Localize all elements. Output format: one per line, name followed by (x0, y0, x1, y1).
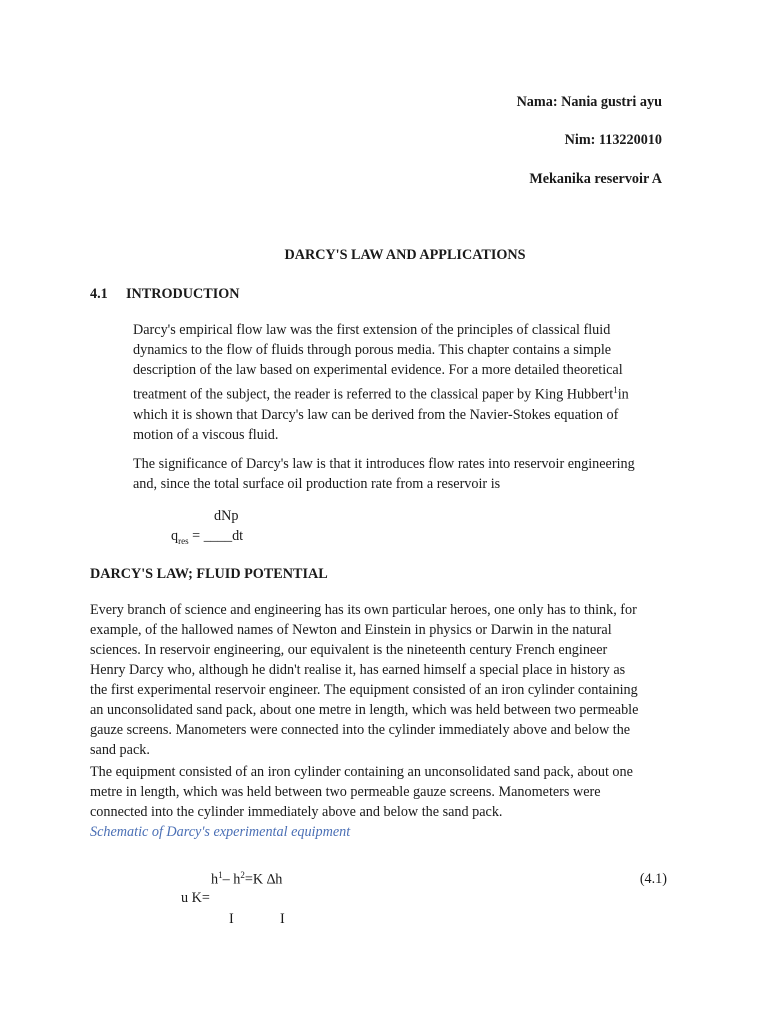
eq-minus-h: – h (222, 871, 241, 888)
formula-subscript: res (178, 535, 189, 546)
text-line: example, of the hallowed names of Newton and Einstein in physics or Darwin in the natural (90, 622, 612, 638)
equation-number: (4.1) (639, 871, 667, 887)
text-line: The equipment consisted of an iron cylinder containing an unconsolidated sand pack, about one (90, 764, 633, 780)
intro-paragraph-1 (133, 320, 693, 445)
student-name: Nama: Nania gustri ayu (516, 94, 662, 110)
student-nim: Nim: 113220010 (564, 132, 662, 148)
eq-rhs: =K ∆h (244, 871, 283, 888)
text-line: motion of a viscous fluid. (133, 426, 279, 443)
text-line: Darcy's empirical flow law was the first extension of the principles of classical fluid (133, 322, 611, 338)
formula-equals: = (188, 528, 204, 544)
text-line-part: treatment of the subject, the reader is referred to the classical paper by King Hubbert (133, 386, 614, 403)
figure-caption: Schematic of Darcy's experimental equipment (90, 824, 351, 840)
eq-u-k: u K= (181, 890, 210, 906)
text-line: sciences. In reservoir engineering, our equivalent is the nineteenth century French engineer (90, 642, 608, 658)
darcy-paragraph-1 (90, 600, 710, 760)
text-line: and, since the total surface oil production rate from a reservoir is (133, 476, 501, 492)
darcy-equation (211, 870, 282, 889)
text-line: metre in length, which was held between two permeable gauze screens. Manometers were (90, 784, 601, 800)
eq-sup-2: 2 (240, 870, 245, 880)
text-line-tail: in (617, 386, 629, 403)
text-line: dynamics to the flow of fluids through porous media. This chapter contains a simple (133, 342, 612, 358)
text-line: The significance of Darcy's law is that it introduces flow rates into reservoir engineering (133, 456, 635, 472)
intro-paragraph-2 (133, 454, 693, 494)
text-line: Every branch of science and engineering has its own particular heroes, one only has to think, for (90, 602, 637, 618)
formula-blank: ____ (203, 528, 233, 544)
text-line: gauze screens. Manometers were connected into the cylinder immediately above and below the (90, 722, 631, 738)
text-line: description of the law based on experimental evidence. For a more detailed theoretical (133, 362, 623, 378)
footnote-mark: 1 (613, 385, 618, 395)
section-heading-introduction: INTRODUCTION (126, 286, 240, 302)
formula-numerator: dNp (214, 508, 239, 524)
section-number: 4.1 (90, 286, 108, 302)
course-name: Mekanika reservoir A (529, 171, 662, 187)
eq-sup-1: 1 (218, 870, 223, 880)
text-line (133, 380, 693, 405)
text-line: connected into the cylinder immediately above and below the sand pack. (90, 804, 503, 820)
text-line: an unconsolidated sand pack, about one metre in length, which was held between two permeable (90, 702, 639, 718)
document-title: DARCY'S LAW AND APPLICATIONS (284, 247, 526, 263)
text-line: Henry Darcy who, although he didn't realise it, has earned himself a special place in history as (90, 662, 626, 678)
formula-q: q (171, 528, 179, 544)
eq-h: h (211, 871, 219, 888)
eq-denominator-2: I (280, 911, 285, 927)
eq-denominator-1: I (229, 911, 234, 927)
text-line: which it is shown that Darcy's law can be derived from the Navier-Stokes equation of (133, 406, 619, 423)
darcy-paragraph-2 (90, 762, 710, 822)
text-line: the first experimental reservoir engineer. The equipment consisted of an iron cylinder containing (90, 682, 638, 698)
section-heading-darcys-law: DARCY'S LAW; FLUID POTENTIAL (90, 566, 328, 582)
text-line: sand pack. (90, 742, 150, 758)
formula-production-rate (171, 528, 243, 546)
formula-denominator: dt (232, 528, 244, 544)
